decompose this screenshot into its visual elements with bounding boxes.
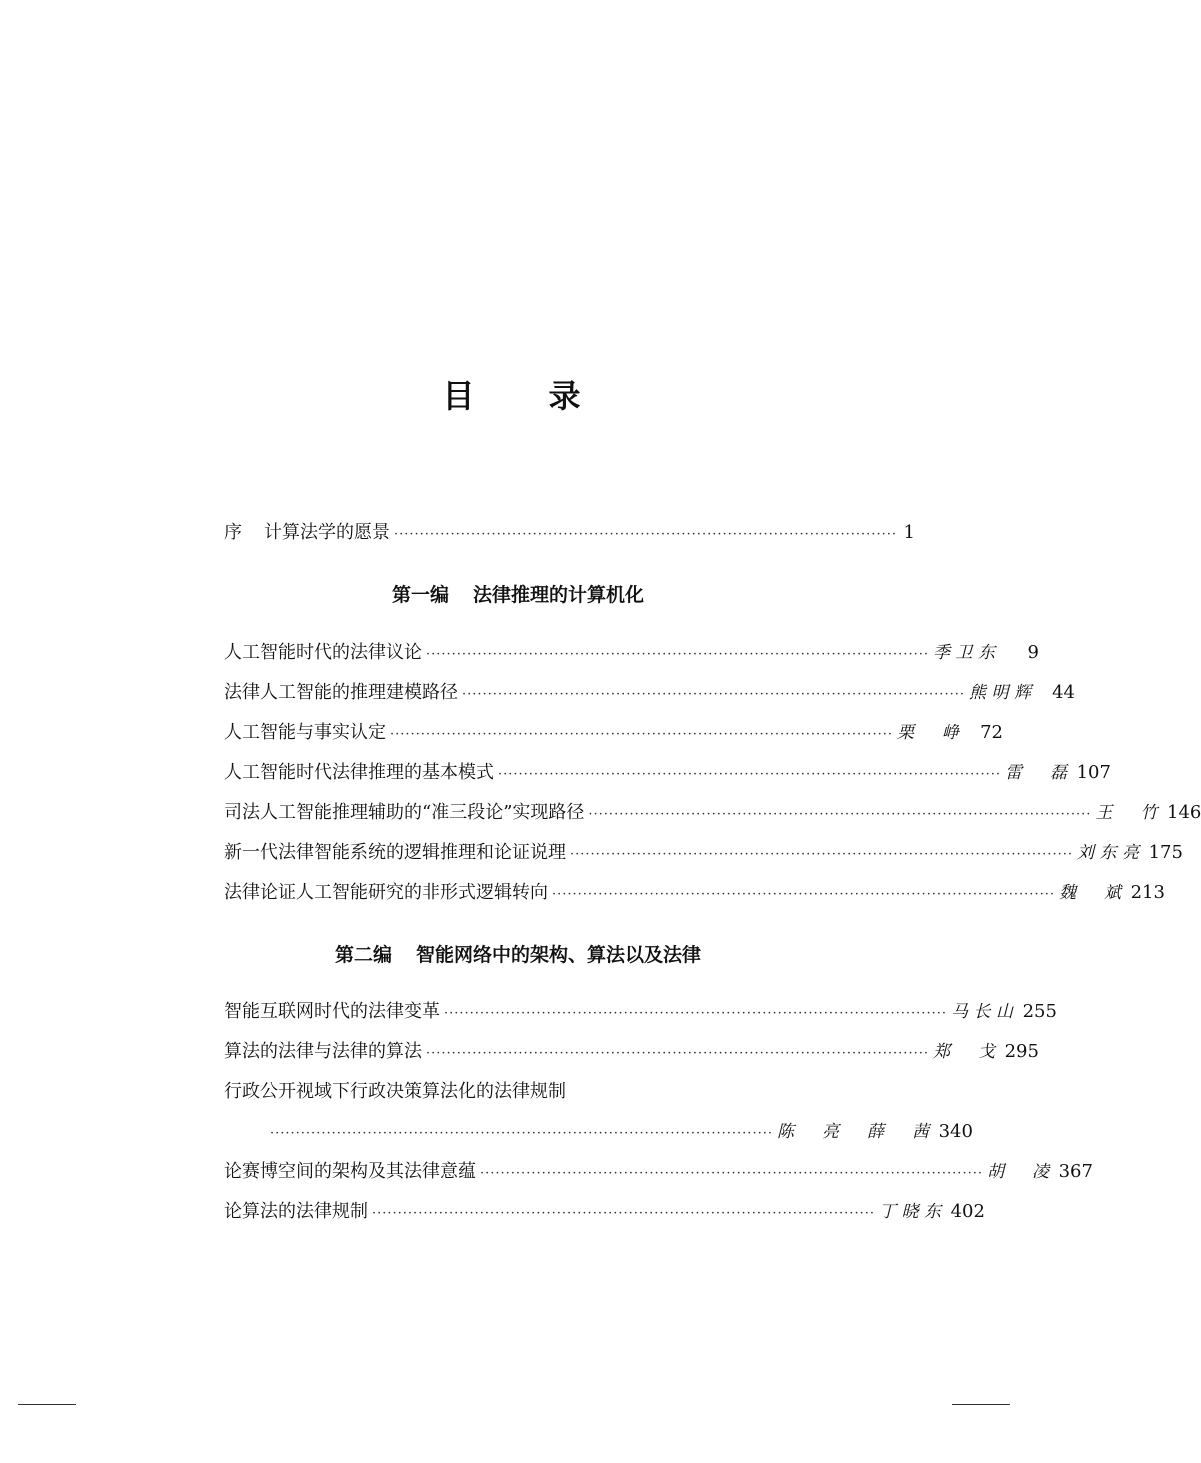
section-title: 法律推理的计算机化	[473, 584, 645, 606]
entry-page: 44	[1052, 682, 1075, 703]
leader-dots: ··································································································	[426, 647, 929, 662]
entry-title: 智能互联网时代的法律变革	[224, 1001, 440, 1022]
entry-author: 栗 峥	[896, 723, 959, 743]
entry-title: 法律人工智能的推理建模路径	[224, 682, 458, 703]
crop-mark-left	[18, 1404, 76, 1405]
entry-title: 人工智能时代的法律议论	[224, 642, 422, 663]
toc-entry[interactable]	[224, 878, 1165, 908]
entry-author: 王 竹	[1095, 803, 1158, 823]
entry-author: 季卫东	[932, 643, 995, 663]
leader-dots: ··································································································	[372, 1206, 875, 1221]
entry-author: 陈 亮 薛 茜	[776, 1122, 929, 1142]
entry-title: 司法人工智能推理辅助的“准三段论”实现路径	[224, 802, 585, 823]
entry-page: 367	[1058, 1161, 1093, 1182]
entry-author: 熊明辉	[968, 683, 1031, 703]
leader-dots: ··································································································	[426, 1046, 929, 1061]
crop-mark-right	[952, 1404, 1010, 1405]
toc-entry-title-line[interactable]	[224, 1077, 812, 1107]
entry-title: 论算法的法律规制	[224, 1201, 368, 1222]
entry-title: 行政公开视域下行政决策算法化的法律规制	[224, 1081, 566, 1102]
entry-author: 魏 斌	[1058, 883, 1121, 903]
entry-author: 雷 磊	[1004, 763, 1067, 783]
entry-author: 胡 凌	[986, 1162, 1049, 1182]
leader-dots: ··································································································	[552, 887, 1055, 902]
toc-entry[interactable]	[224, 1037, 1039, 1067]
entry-page: 295	[1004, 1041, 1039, 1062]
preface-lead: 序	[224, 522, 242, 543]
entry-title: 算法的法律与法律的算法	[224, 1041, 422, 1062]
leader-dots: ··································································································	[270, 1126, 773, 1141]
entry-title: 法律论证人工智能研究的非形式逻辑转向	[224, 882, 548, 903]
entry-page: 402	[950, 1201, 985, 1222]
section-heading-2	[224, 940, 812, 970]
page-title-part2: 录	[548, 377, 583, 415]
toc-entry[interactable]	[224, 997, 1057, 1027]
toc-entry[interactable]	[224, 758, 1111, 788]
toc-entry[interactable]	[224, 718, 1003, 748]
section-heading-1	[224, 580, 812, 610]
entry-author: 刘东亮	[1076, 843, 1139, 863]
leader-dots: ··································································································	[588, 807, 1092, 822]
entry-author: 郑 戈	[932, 1042, 995, 1062]
toc-entry[interactable]	[224, 1157, 1093, 1187]
page-title-part1: 目	[442, 377, 477, 415]
entry-page: 146	[1167, 802, 1201, 823]
toc-entry[interactable]	[224, 678, 1075, 708]
section-number: 第一编	[391, 584, 449, 606]
entry-page: 255	[1022, 1001, 1057, 1022]
entry-author: 丁晓东	[878, 1202, 941, 1222]
section-title: 智能网络中的架构、算法以及法律	[416, 944, 702, 966]
toc-entry-continuation[interactable]	[224, 1117, 973, 1147]
entry-page: 340	[938, 1121, 973, 1142]
entry-page: 107	[1076, 762, 1111, 783]
leader-dots: ··································································································	[462, 687, 965, 702]
toc-entry[interactable]	[224, 638, 1039, 668]
leader-dots: ··································································································	[570, 847, 1073, 862]
toc-entry[interactable]	[224, 1197, 985, 1227]
entry-page: 9	[1027, 642, 1039, 663]
entry-page: 175	[1148, 842, 1183, 863]
entry-title: 人工智能时代法律推理的基本模式	[224, 762, 494, 783]
leader-dots: ··································································································	[480, 1166, 983, 1181]
leader-dots: ··································································································	[444, 1006, 947, 1021]
section-number: 第二编	[334, 944, 392, 966]
entry-title: 新一代法律智能系统的逻辑推理和论证说理	[224, 842, 566, 863]
entry-page: 1	[903, 522, 915, 543]
leader-dots: ··································································································	[390, 727, 893, 742]
toc-entry[interactable]	[224, 798, 1201, 828]
entry-page: 213	[1130, 882, 1165, 903]
entry-title: 计算法学的愿景	[264, 522, 390, 543]
leader-dots: ··································································································	[498, 767, 1001, 782]
toc-entry-preface[interactable]	[224, 518, 915, 548]
entry-author: 马长山	[950, 1002, 1013, 1022]
entry-page: 72	[980, 722, 1003, 743]
leader-dots: ··································································································	[394, 527, 897, 542]
page-title	[0, 372, 1025, 420]
toc-entry[interactable]	[224, 838, 1183, 868]
entry-title: 人工智能与事实认定	[224, 722, 386, 743]
entry-title: 论赛博空间的架构及其法律意蕴	[224, 1161, 476, 1182]
